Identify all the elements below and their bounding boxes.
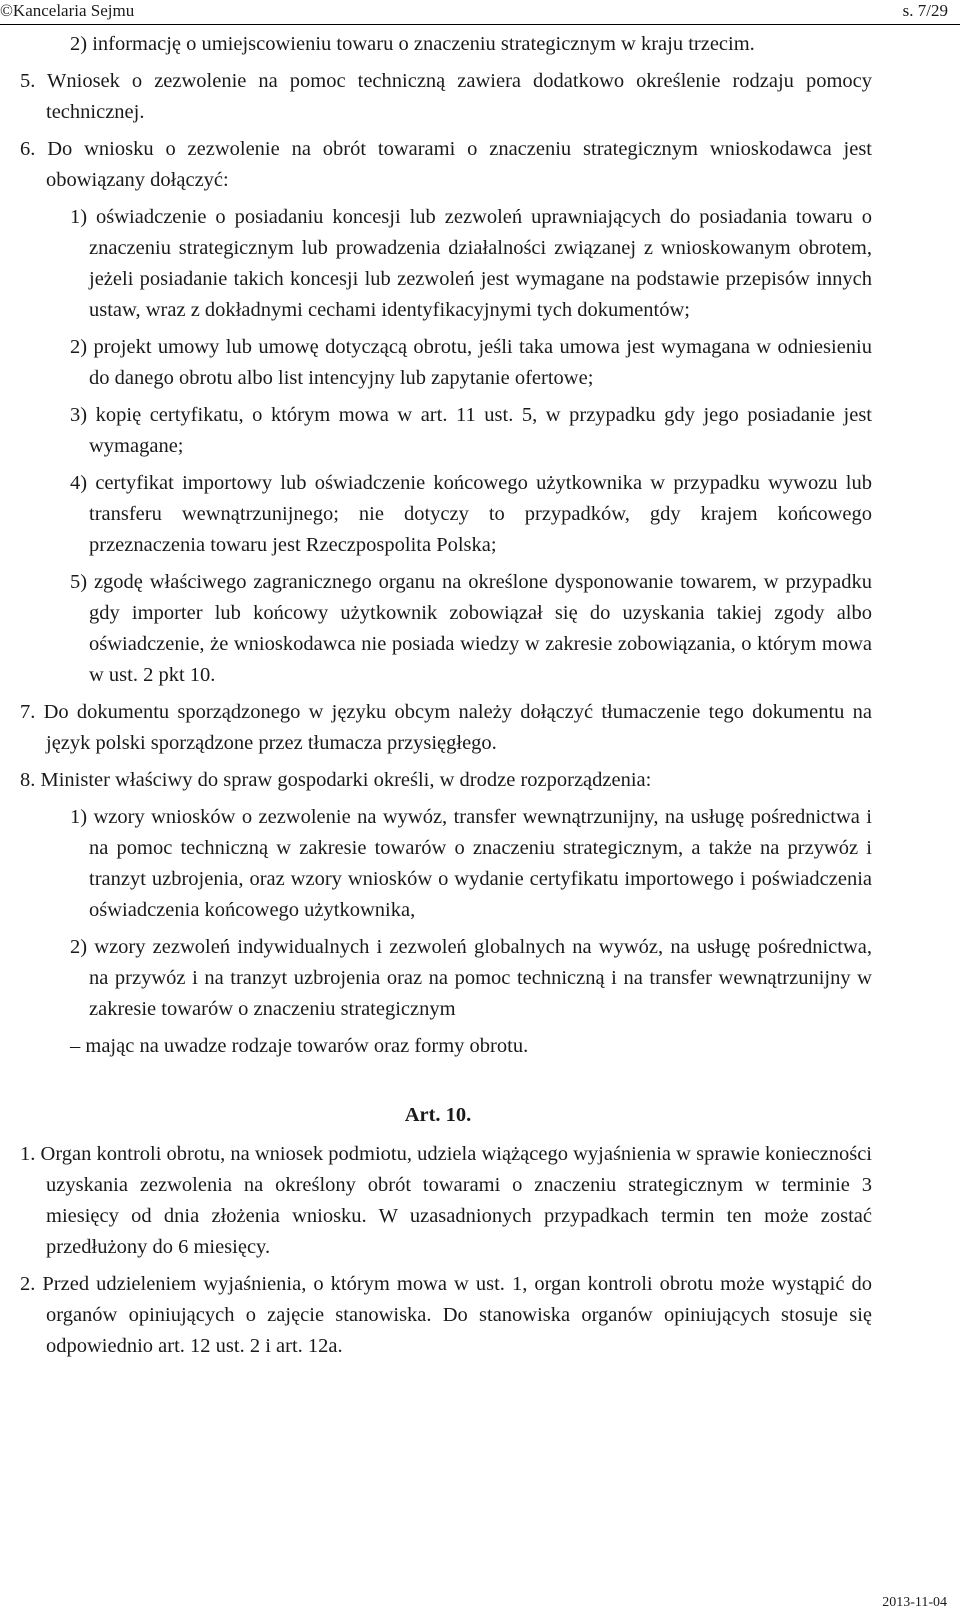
document-body <box>20 29 872 1368</box>
section-8-point-2: 2) wzory zezwoleń indywidualnych i zezwoleń globalnych na wywóz, na usługę pośrednictwa, na przywóz i na tranzyt uzbrojenia oraz na pomoc techniczną i na transfer wewnątrzunijny w zakresie towarów o znaczeniu strategicznym <box>70 936 872 1020</box>
page-footer-date: 2013-11-04 <box>882 1595 947 1610</box>
section-6-point-5: 5) zgodę właściwego zagranicznego organu na określone dysponowanie towarem, w przypadku gdy importer lub końcowy użytkownik zobowiązał się do uzyskania takiej zgody albo oświadczenie, że wnioskodawca nie posiada wiedzy w zakresie zobowiązania, o którym mowa w ust. 2 pkt 10. <box>70 571 872 686</box>
page-header <box>0 0 960 24</box>
section-8-closing: – mając na uwadze rodzaje towarów oraz formy obrotu. <box>70 1035 529 1057</box>
article-10-section-1: 1. Organ kontroli obrotu, na wniosek podmiotu, udziela wiążącego wyjaśnienia w sprawie konieczności uzyskania zezwolenia na określony obrót towarami o znaczeniu strategicznym w terminie 3 miesięcy od dnia złożenia wniosku. W uzasadnionych przypadkach termin ten może zostać przedłużony do 6 miesięcy. <box>20 1143 872 1258</box>
section-6-point-3: 3) kopię certyfikatu, o którym mowa w art. 11 ust. 5, w przypadku gdy jego posiadanie jest wymagane; <box>70 404 872 457</box>
article-title: Art. 10. <box>404 1104 472 1126</box>
section-6-point-1: 1) oświadczenie o posiadaniu koncesji lub zezwoleń uprawniających do posiadania towaru o znaczeniu strategicznym lub prowadzenia działalności związanej z wnioskowanym obrotem, jeżeli posiadanie takich koncesji lub zezwoleń jest wymagane na podstawie przepisów innych ustaw, wraz z dokładnymi cechami identyfikacyjnymi tych dokumentów; <box>70 206 872 321</box>
header-source: ©Kancelaria Sejmu <box>0 1 135 20</box>
point-2-location: 2) informację o umiejscowieniu towaru o znaczeniu strategicznym w kraju trzecim. <box>70 33 755 55</box>
header-page-number: s. 7/29 <box>902 1 948 20</box>
section-8-point-1: 1) wzory wniosków o zezwolenie na wywóz, transfer wewnątrzunijny, na usługę pośrednictwa i na pomoc techniczną w zakresie towarów o znaczeniu strategicznym, a także na przywóz i tranzyt uzbrojenia, oraz wzory wniosków o wydanie certyfikatu importowego i poświadczenia oświadczenia końcowego użytkownika, <box>70 806 872 921</box>
section-5: 5. Wniosek o zezwolenie na pomoc techniczną zawiera dodatkowo określenie rodzaju pomocy technicznej. <box>20 70 872 123</box>
section-6-point-2: 2) projekt umowy lub umowę dotyczącą obrotu, jeśli taka umowa jest wymagana w odniesieniu do danego obrotu albo list intencyjny lub zapytanie ofertowe; <box>70 336 872 389</box>
header-divider <box>0 24 960 25</box>
section-8: 8. Minister właściwy do spraw gospodarki określi, w drodze rozporządzenia: <box>20 769 652 791</box>
section-6-point-4: 4) certyfikat importowy lub oświadczenie końcowego użytkownika w przypadku wywozu lub transferu wewnątrzunijnego; nie dotyczy to przypadków, gdy krajem końcowego przeznaczenia towaru jest Rzeczpospolita Polska; <box>70 472 872 556</box>
section-6: 6. Do wniosku o zezwolenie na obrót towarami o znaczeniu strategicznym wnioskodawca jest obowiązany dołączyć: <box>20 138 872 191</box>
section-7: 7. Do dokumentu sporządzonego w języku obcym należy dołączyć tłumaczenie tego dokumentu na język polski sporządzone przez tłumacza przysięgłego. <box>20 701 872 754</box>
article-10-section-2: 2. Przed udzieleniem wyjaśnienia, o którym mowa w ust. 1, organ kontroli obrotu może wystąpić do organów opiniujących o zajęcie stanowiska. Do stanowiska organów opiniujących stosuje się odpowiednio art. 12 ust. 2 i art. 12a. <box>20 1273 872 1357</box>
